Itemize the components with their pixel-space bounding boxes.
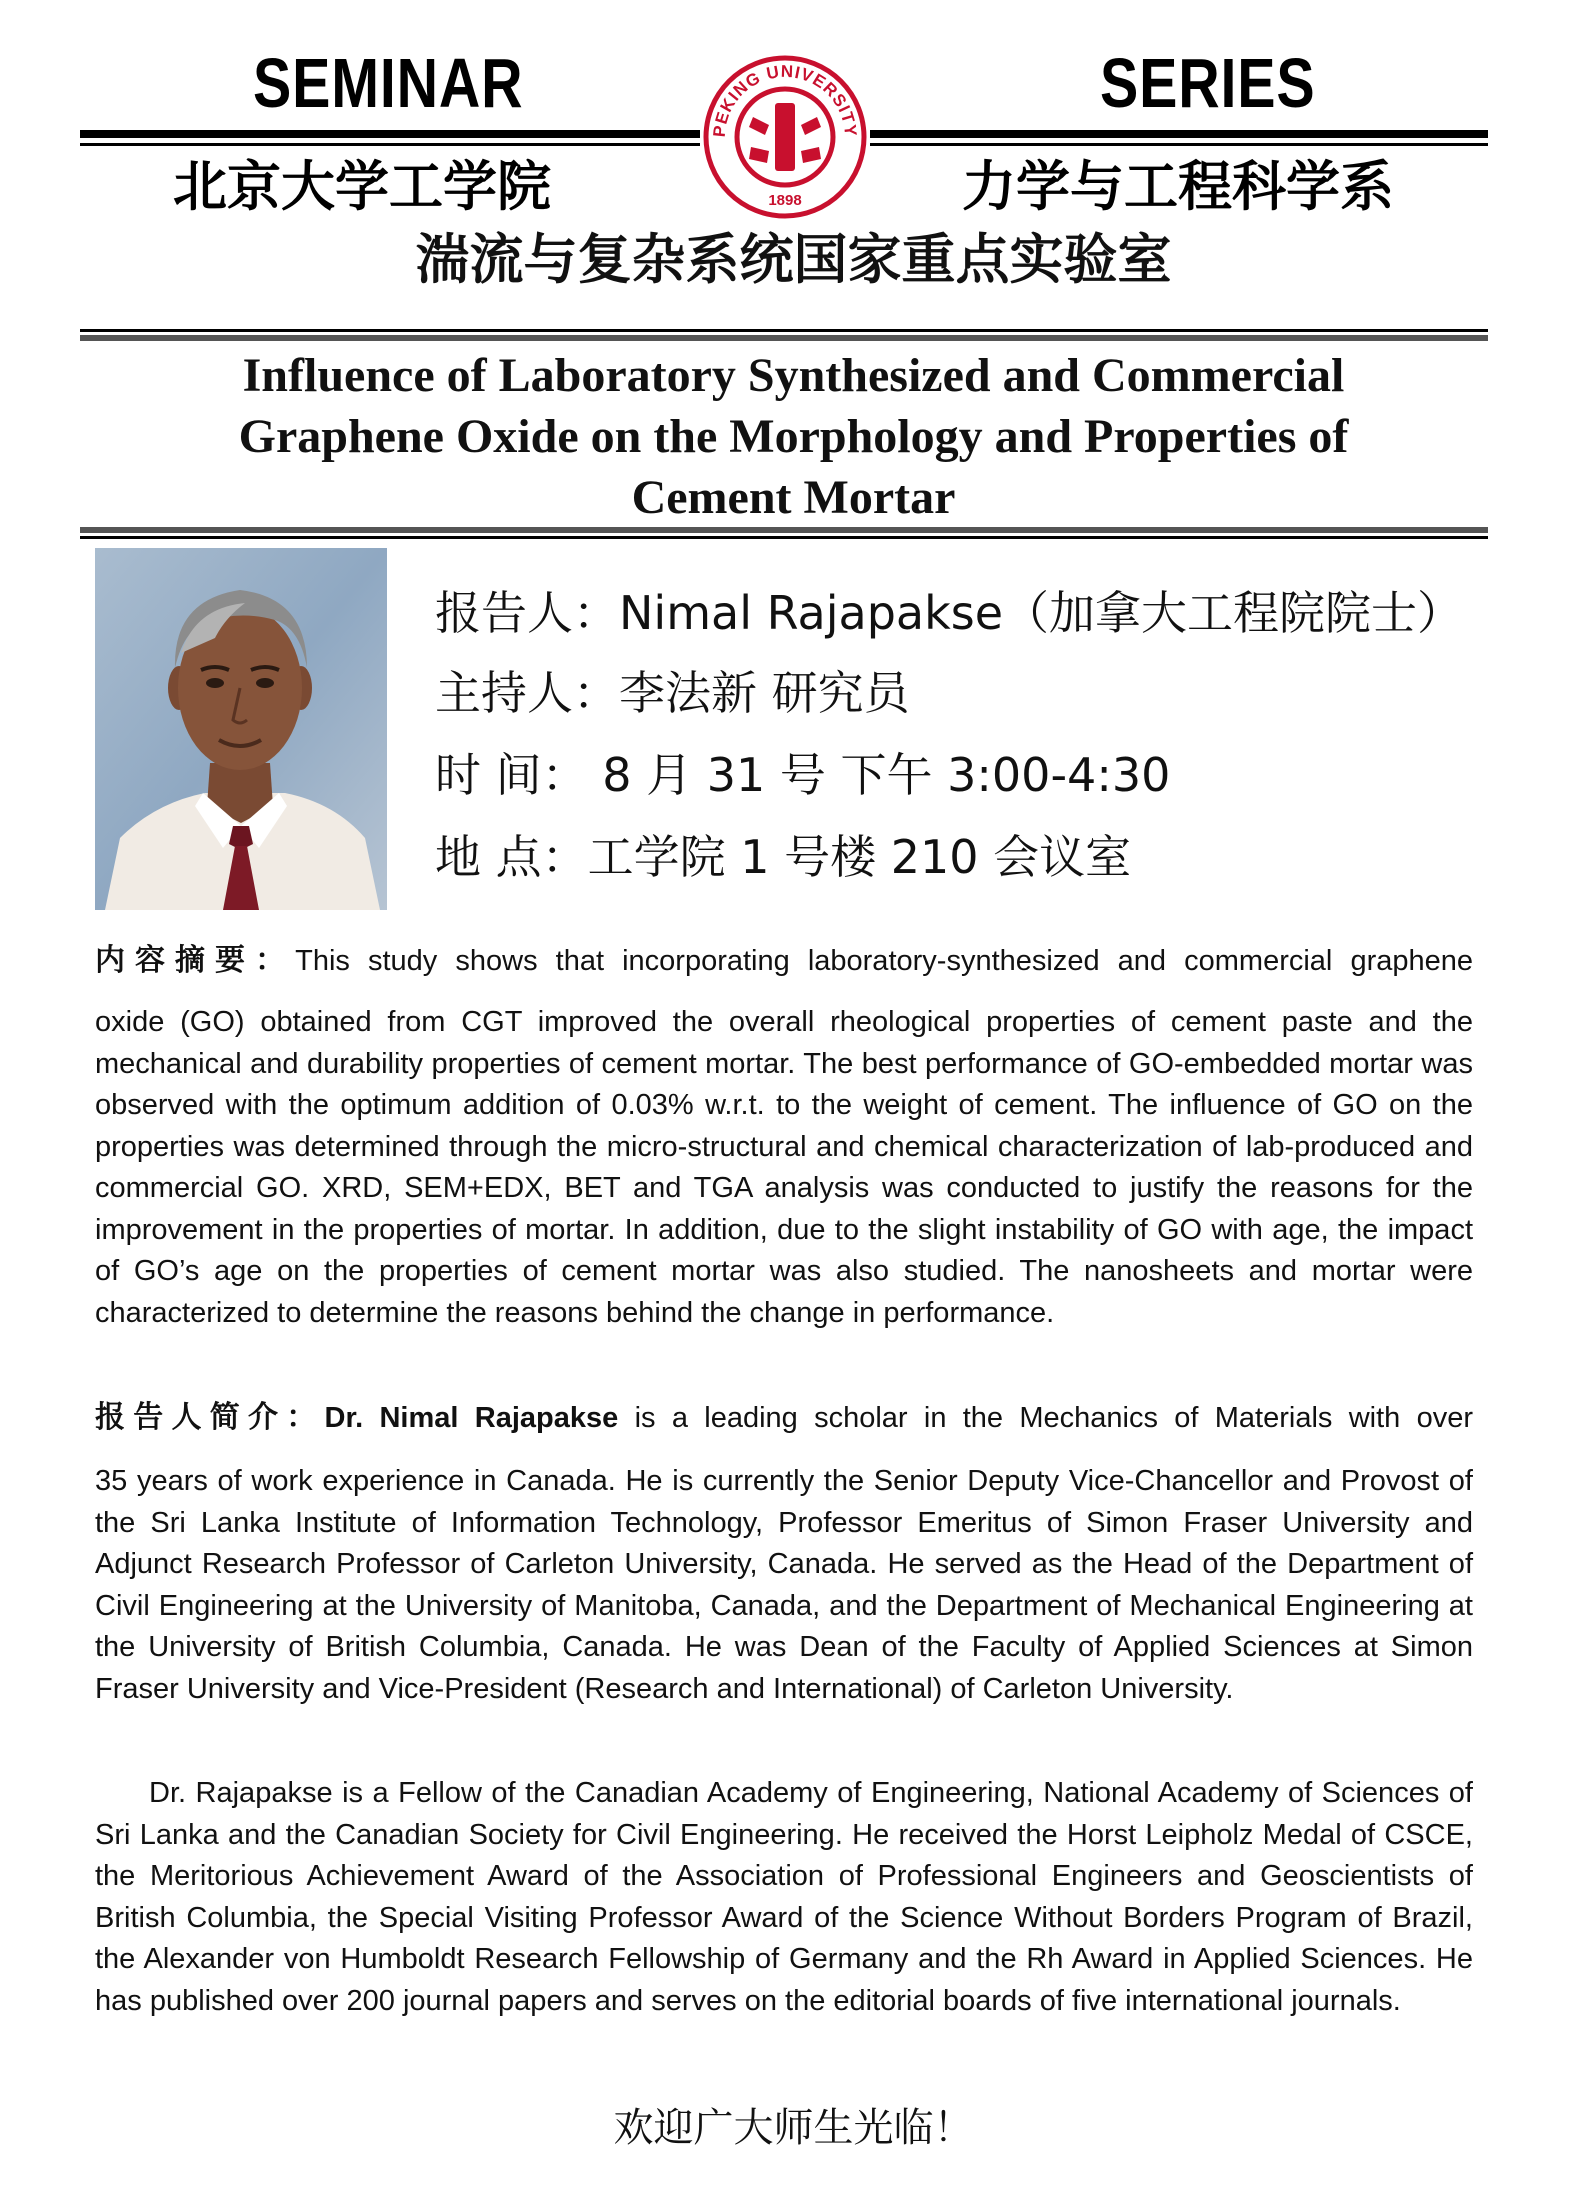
abstract-first-text: This study shows that incorporating laboratory-synthesized and commercial graphene xyxy=(295,945,1473,977)
bio-paragraph-1: 35 years of work experience in Canada. He is currently the Senior Deputy Vice-Chancellor and Provost of the Sri Lanka Institute of Information Technology, Professor Emeritus of Simon Fraser University and Adjunct Research Professor of Carleton University, Canada. He served as the Head of the Department of Civil Engineering at the University of Manitoba, Canada, and the Department of Mechanical Engineering at the University of British Columbia, Canada. He was Dean of the Faculty of Applied Sciences at Simon Fraser University and Vice-President (Research and International) of Carleton University. xyxy=(95,1465,1473,1705)
seminar-title xyxy=(80,345,1507,528)
title-rule-top-1 xyxy=(80,329,1488,332)
seminar-title-line: Graphene Oxide on the Morphology and Properties of xyxy=(238,410,1349,463)
svg-text:1898: 1898 xyxy=(768,192,802,209)
seminar-title-line: Influence of Laboratory Synthesized and Commercial xyxy=(242,349,1345,402)
bio-speaker-name: Dr. Nimal Rajapakse xyxy=(324,1402,619,1434)
seminar-title-line: Cement Mortar xyxy=(631,471,956,524)
svg-text:PEKING UNIVERSITY: PEKING UNIVERSITY xyxy=(709,61,861,138)
title-rule-top-2 xyxy=(80,335,1488,341)
title-rule-bottom-1 xyxy=(80,527,1488,533)
header-rule-right-top xyxy=(870,130,1488,138)
bio-first-text: is a leading scholar in the Mechanics of Materials with over xyxy=(618,1402,1474,1434)
abstract-text: oxide (GO) obtained from CGT improved the overall rheological properties of cement paste and the mechanical and durability properties of cement mortar. The best performance of GO-embedded mortar was observed with the optimum addition of 0.03% w.r.t. to the weight of cement. The influence of GO on the properties was determined through the micro-structural and chemical characterization of lab-produced and commercial GO. XRD, SEM+EDX, BET and TGA analysis was conducted to justify the reasons for the improvement in the properties of mortar. In addition, due to the slight instability of GO with age, the impact of GO’s age on the properties of cement mortar was also studied. The nanosheets and mortar were characterized to determine the reasons behind the change in performance. xyxy=(95,1006,1473,1329)
welcome-message: 欢迎广大师生光临！ xyxy=(613,2105,974,2151)
time-line: 时 间： 8 月 31 号 下午 3:00-4:30 xyxy=(435,748,1171,802)
header-rule-right-bottom xyxy=(870,143,1488,146)
host-line: 主持人：李法新 研究员 xyxy=(435,666,910,720)
title-rule-bottom-2 xyxy=(80,536,1488,539)
place-line: 地 点：工学院 1 号楼 210 会议室 xyxy=(435,830,1132,884)
header-series-word: SERIES xyxy=(1100,44,1316,122)
header-rule-left-bottom xyxy=(80,143,700,146)
header-rule-left-top xyxy=(80,130,700,138)
bio-label: 报告人简介： xyxy=(95,1400,325,1435)
peking-university-seal-logo xyxy=(703,55,867,219)
abstract-label: 内容摘要： xyxy=(95,943,296,978)
header-department-name: 力学与工程科学系 xyxy=(962,155,1394,218)
header-lab-name: 湍流与复杂系统国家重点实验室 xyxy=(415,227,1172,291)
header-college-name: 北京大学工学院 xyxy=(173,155,551,218)
bio-first-line xyxy=(95,1398,1473,1438)
header-seminar-word: SEMINAR xyxy=(253,44,524,122)
abstract-first-line xyxy=(95,941,1473,981)
speaker-photo xyxy=(95,548,387,910)
bio-paragraph-2: Dr. Rajapakse is a Fellow of the Canadian Academy of Engineering, National Academy of Sciences of Sri Lanka and the Canadian Society for Civil Engineering. He received the Horst Leipholz Medal of CSCE, the Meritorious Achievement Award of the Association of Professional Engineers and Geoscientists of British Columbia, the Special Visiting Professor Award of the Science Without Borders Program of Brazil, the Alexander von Humboldt Research Fellowship of Germany and the Rh Award in Applied Sciences. He has published over 200 journal papers and serves on the editorial boards of five international journals. xyxy=(95,1777,1473,2017)
speaker-line: 报告人：Nimal Rajapakse（加拿大工程院院士） xyxy=(435,586,1463,640)
